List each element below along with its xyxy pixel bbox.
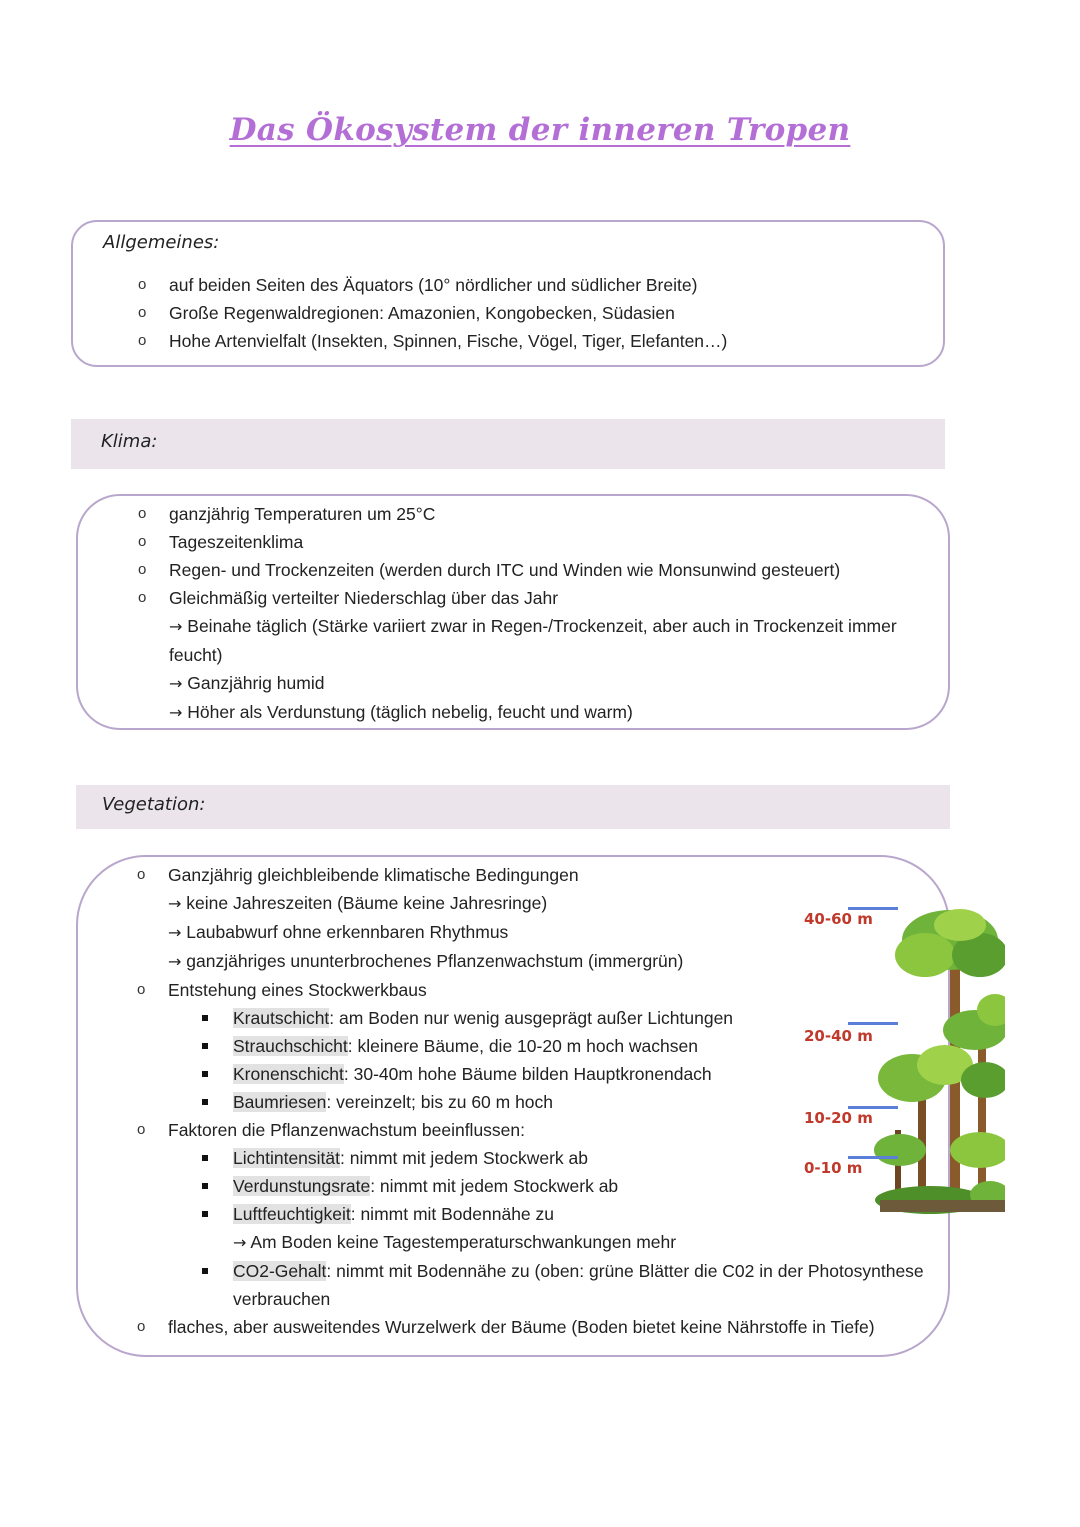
list-item: o Große Regenwaldregionen: Amazonien, Kongobecken, Südasien xyxy=(138,303,675,323)
list-item: Lichtintensität: nimmt mit jedem Stockwerk ab xyxy=(168,1144,968,1172)
list-item: → Ganzjährig humid xyxy=(169,673,325,693)
list-item: CO2-Gehalt: nimmt mit Bodennähe zu (oben: grüne Blätter die C02 in der Photosynthese xyxy=(168,1257,968,1285)
allgemeines-list xyxy=(138,271,728,355)
list-item: → Am Boden keine Tagestemperaturschwankungen mehr xyxy=(233,1232,677,1252)
list-item: o Hohe Artenvielfalt (Insekten, Spinnen, Fische, Vögel, Tiger, Elefanten…) xyxy=(138,331,728,351)
list-item: o Gleichmäßig verteilter Niederschlag über das Jahr xyxy=(138,588,559,608)
list-item: o Faktoren die Pflanzenwachstum beeinflussen: xyxy=(137,1120,526,1140)
list-item: Strauchschicht: kleinere Bäume, die 10-20 m hoch wachsen xyxy=(168,1032,968,1060)
height-label: 20-40 m xyxy=(804,1027,873,1045)
list-item: → keine Jahreszeiten (Bäume keine Jahresringe) xyxy=(168,893,548,913)
list-item: o auf beiden Seiten des Äquators (10° nördlicher und südlicher Breite) xyxy=(138,275,698,295)
list-item: o Tageszeitenklima xyxy=(138,532,304,552)
list-item: verbrauchen xyxy=(233,1289,331,1309)
height-label: 0-10 m xyxy=(804,1159,863,1177)
klima-list xyxy=(138,500,897,727)
list-item: Luftfeuchtigkeit: nimmt mit Bodennähe zu xyxy=(168,1200,968,1228)
list-item: o Ganzjährig gleichbleibende klimatische Bedingungen xyxy=(137,865,579,885)
list-item: o flaches, aber ausweitendes Wurzelwerk der Bäume (Boden bietet keine Nährstoffe in Tiefe) xyxy=(137,1317,875,1337)
rainforest-strata-illustration xyxy=(800,900,1005,1220)
klima-box xyxy=(76,494,950,730)
vegetation-heading: Vegetation: xyxy=(102,794,206,815)
list-item: o Regen- und Trockenzeiten (werden durch ITC und Winden wie Monsunwind gesteuert) xyxy=(138,560,841,580)
list-item: o ganzjährig Temperaturen um 25°C xyxy=(138,504,436,524)
list-item: Verdunstungsrate: nimmt mit jedem Stockwerk ab xyxy=(168,1172,968,1200)
vegetation-band xyxy=(76,785,950,829)
height-label: 40-60 m xyxy=(804,910,873,928)
list-item: → Höher als Verdunstung (täglich nebelig, feucht und warm) xyxy=(169,702,633,722)
list-item: Krautschicht: am Boden nur wenig ausgeprägt außer Lichtungen xyxy=(168,1004,968,1032)
klima-heading: Klima: xyxy=(101,431,158,452)
page-title: Das Ökosystem der inneren Tropen xyxy=(229,112,851,148)
list-item: → Beinahe täglich (Stärke variiert zwar in Regen-/Trockenzeit, aber auch in Trockenzeit immer xyxy=(169,616,897,636)
list-item: → Laubabwurf ohne erkennbaren Rhythmus xyxy=(168,922,509,942)
allgemeines-heading: Allgemeines: xyxy=(103,232,220,253)
list-item: → ganzjähriges ununterbrochenes Pflanzenwachstum (immergrün) xyxy=(168,951,684,971)
height-marker-line xyxy=(848,1022,898,1025)
list-item: Baumriesen: vereinzelt; bis zu 60 m hoch xyxy=(168,1088,968,1116)
klima-band xyxy=(71,419,945,469)
list-item: feucht) xyxy=(169,645,223,665)
height-label: 10-20 m xyxy=(804,1109,873,1127)
allgemeines-box xyxy=(71,220,945,367)
list-item: Kronenschicht: 30-40m hohe Bäume bilden Hauptkronendach xyxy=(168,1060,968,1088)
list-item: o Entstehung eines Stockwerkbaus xyxy=(137,980,427,1000)
